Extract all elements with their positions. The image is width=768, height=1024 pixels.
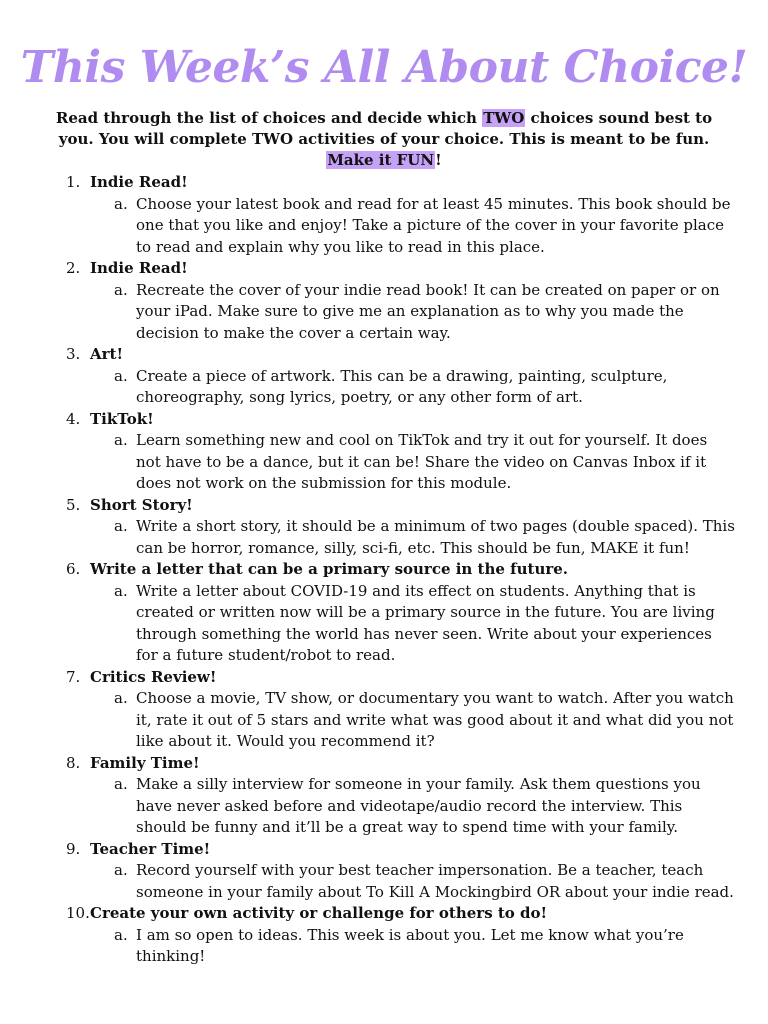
list-item: [0, 344, 768, 409]
sub-item-letter: a.: [114, 861, 128, 879]
sub-item-text: Recreate the cover of your indie read book! It can be created on paper or on your iPad. Make sure to give me an explanation as to why you made the decision to make the cover a certain way.: [136, 280, 720, 342]
sub-item: [0, 925, 768, 968]
intro-paragraph: [36, 108, 732, 171]
list-item: [0, 559, 768, 667]
list-item: [0, 409, 768, 495]
sub-item-letter: a.: [114, 366, 128, 385]
sub-item-letter: a.: [114, 775, 128, 793]
item-number: 4.: [66, 409, 81, 428]
sub-item-letter: a.: [114, 517, 128, 535]
item-number: 5.: [66, 495, 81, 514]
intro-text-2: choices sound best to you. You will complete TWO activities of your choice. This is meant to be fun.: [58, 109, 713, 148]
list-item: [0, 839, 768, 904]
sub-item: [0, 688, 768, 753]
item-number: 9.: [66, 839, 81, 858]
sub-item: [0, 516, 768, 559]
list-item: [0, 667, 768, 753]
list-item: [0, 172, 768, 258]
item-heading: Family Time!: [90, 753, 200, 772]
item-heading: TikTok!: [90, 409, 154, 428]
sub-item-text: Make a silly interview for someone in your family. Ask them questions you have never asked before and videotape/audio record the interview. This should be funny and it’ll be a great way to spend time with your family.: [136, 775, 701, 836]
list-item: [0, 258, 768, 344]
item-number: 2.: [66, 259, 81, 277]
sub-item-letter: a.: [114, 280, 128, 299]
item-number: 10.: [66, 904, 90, 922]
page-title: This Week’s All About Choice!: [20, 42, 748, 93]
sub-item: [0, 581, 768, 667]
sub-item-letter: a.: [114, 689, 128, 707]
sub-item-text: I am so open to ideas. This week is about you. Let me know what you’re thinking!: [136, 925, 684, 965]
sub-item-text: Create a piece of artwork. This can be a drawing, painting, sculpture, choreography, song lyrics, poetry, or any other form of art.: [136, 366, 668, 406]
sub-item: [0, 280, 768, 345]
item-number: 6.: [66, 560, 81, 578]
item-heading: Critics Review!: [90, 667, 217, 686]
sub-item-letter: a.: [114, 925, 128, 944]
sub-item-text: Learn something new and cool on TikTok and try it out for yourself. It does not have to be a dance, but it can be! Share the video on Canvas Inbox if it does not work on the submission for this module.: [136, 431, 708, 492]
item-heading: Write a letter that can be a primary source in the future.: [90, 560, 569, 578]
sub-item-letter: a.: [114, 581, 128, 600]
item-heading: Indie Read!: [90, 259, 188, 277]
choices-list: [0, 172, 768, 968]
item-number: 8.: [66, 753, 81, 772]
item-heading: Create your own activity or challenge for others to do!: [90, 904, 548, 922]
item-heading: Art!: [90, 345, 124, 363]
item-number: 3.: [66, 345, 81, 363]
sub-item-text: Write a letter about COVID-19 and its effect on students. Anything that is created or written now will be a primary source in the future. You are living through something the world has never seen. Write about your experiences for a future student/robot to read.: [136, 581, 715, 664]
list-item: [0, 753, 768, 839]
item-heading: Teacher Time!: [90, 839, 211, 858]
item-number: 1.: [66, 173, 81, 191]
sub-item-text: Write a short story, it should be a minimum of two pages (double spaced). This can be horror, romance, silly, sci-fi, etc. This should be fun, MAKE it fun!: [136, 517, 735, 557]
sub-item-text: Choose your latest book and read for at least 45 minutes. This book should be one that you like and enjoy! Take a picture of the cover in your favorite place to read and explain why you like to read in this place.: [136, 194, 731, 256]
item-heading: Indie Read!: [90, 173, 188, 191]
intro-highlight-make-it-fun: Make it FUN: [327, 151, 435, 169]
list-item: [0, 903, 768, 968]
intro-highlight-two: TWO: [483, 109, 525, 127]
intro-text-3: !: [435, 151, 442, 169]
sub-item: [0, 366, 768, 409]
item-number: 7.: [66, 667, 81, 686]
sub-item-text: Record yourself with your best teacher impersonation. Be a teacher, teach someone in your family about To Kill A Mockingbird OR about your indie read.: [136, 861, 734, 901]
list-item: [0, 495, 768, 560]
sub-item: [0, 430, 768, 495]
sub-item: [0, 194, 768, 259]
sub-item-letter: a.: [114, 431, 128, 449]
sub-item-text: Choose a movie, TV show, or documentary you want to watch. After you watch it, rate it out of 5 stars and write what was good about it and what did you not like about it. Would you recommend it?: [136, 689, 734, 750]
item-heading: Short Story!: [90, 495, 193, 514]
sub-item: [0, 774, 768, 839]
sub-item-letter: a.: [114, 194, 128, 213]
intro-text-1: Read through the list of choices and decide which: [55, 109, 483, 127]
sub-item: [0, 860, 768, 903]
